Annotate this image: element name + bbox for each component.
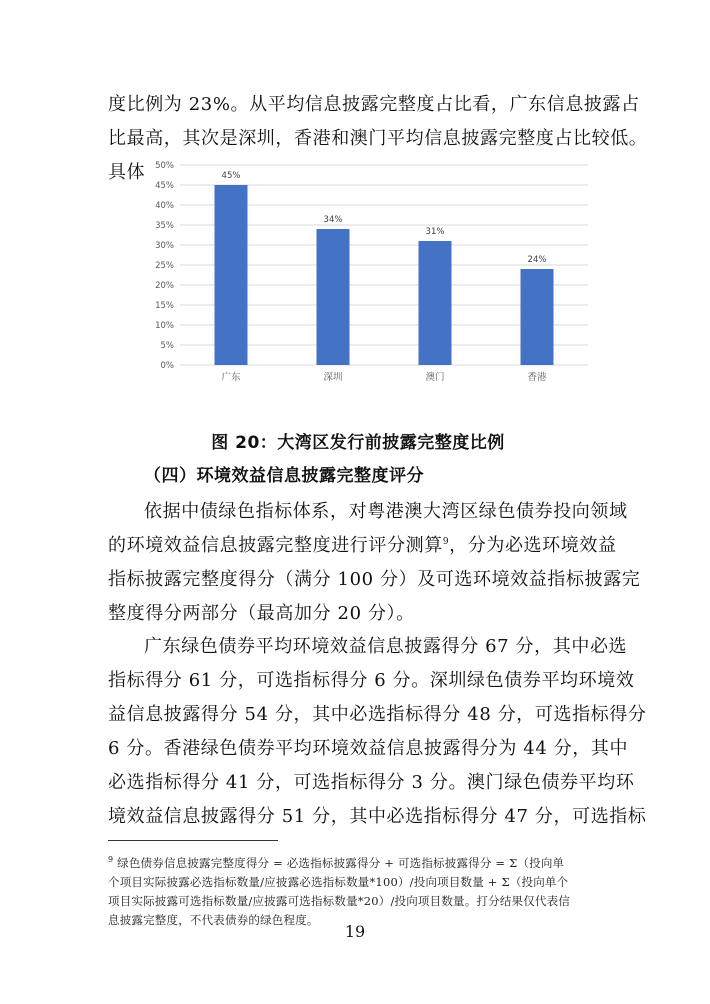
y-tick-label: 15% — [155, 301, 174, 311]
footnote-line: 息披露完整度，不代表债券的绿色程度。 — [108, 912, 319, 927]
footnote-line: 个项目实际披露必选指标数量/应披露必选指标数量*100）/投向项目数量 + Σ（投向单个 — [108, 874, 569, 889]
x-tick-label: 澳门 — [425, 372, 445, 383]
section-heading: （四）环境效益信息披露完整度评分 — [144, 466, 424, 486]
y-tick-label: 40% — [155, 201, 174, 211]
data-label: 45% — [221, 171, 241, 181]
text-segment: ，分为必选环境效益 — [449, 535, 617, 556]
data-label: 31% — [425, 227, 445, 237]
text-line: 整度得分两部分（最高加分 20 分）。 — [108, 603, 415, 624]
text-line: 益信息披露得分 54 分，其中必选指标得分 48 分，可选指标得分 — [108, 704, 647, 725]
text-line: 具体 — [108, 162, 146, 183]
footnote-reference[interactable]: 9 — [442, 537, 450, 547]
footnote-marker: 9 — [108, 855, 114, 864]
text-line: 6 分。香港绿色债券平均环境效益信息披露得分为 44 分，其中 — [108, 738, 629, 759]
text-segment: 绿色债券信息披露完整度得分 = 必选指标披露得分 + 可选指标披露得分 = Σ（投向单 — [113, 855, 565, 870]
footnote-line: 项目实际披露可选指标数量/应披露可选指标数量*20）/投向项目数量。打分结果仅代表信 — [108, 893, 571, 908]
bar — [215, 185, 248, 365]
y-tick-label: 10% — [155, 321, 174, 331]
y-tick-label: 30% — [155, 241, 174, 251]
footnote-divider — [108, 840, 278, 841]
body-paragraph-1 — [108, 495, 641, 631]
text-line: 境效益信息披露得分 51 分，其中必选指标得分 47 分，可选指标 — [108, 806, 647, 827]
x-tick-label: 广东 — [221, 372, 241, 383]
text-line: 比最高，其次是深圳，香港和澳门平均信息披露完整度占比较低。 — [108, 128, 648, 149]
text-line: 依据中债绿色指标体系，对粤港澳大湾区绿色债券投向领域 — [144, 501, 628, 522]
footnote — [108, 850, 613, 930]
text-line: 广东绿色债券平均环境效益信息披露得分 67 分，其中必选 — [144, 636, 628, 657]
y-tick-label: 20% — [155, 281, 174, 291]
text-line: 度比例为 23%。从平均信息披露完整度占比看，广东信息披露占 — [108, 94, 640, 115]
body-paragraph-2 — [108, 630, 647, 834]
bar — [419, 241, 452, 365]
y-tick-label: 35% — [155, 221, 174, 231]
y-tick-label: 5% — [160, 341, 174, 351]
y-tick-label: 25% — [155, 261, 174, 271]
page-number: 19 — [344, 922, 366, 941]
bar — [521, 269, 554, 365]
bar — [317, 229, 350, 365]
y-tick-label: 50% — [155, 161, 174, 171]
footnote-line — [108, 850, 613, 873]
y-tick-label: 45% — [155, 181, 174, 191]
data-label: 24% — [527, 255, 547, 265]
data-label: 34% — [323, 215, 343, 225]
y-tick-label: 0% — [160, 361, 174, 371]
bar-chart — [108, 150, 608, 395]
text-line: 指标得分 61 分，可选指标得分 6 分。深圳绿色债券平均环境效 — [108, 670, 635, 691]
x-tick-label: 香港 — [527, 372, 547, 383]
x-tick-label: 深圳 — [323, 372, 343, 383]
text-segment: 的环境效益信息披露完整度进行评分测算 — [108, 535, 443, 556]
figure-caption: 图 20：大湾区发行前披露完整度比例 — [211, 433, 505, 453]
text-line: 指标披露完整度得分（满分 100 分）及可选环境效益指标披露完 — [108, 569, 641, 590]
text-line: 必选指标得分 41 分，可选指标得分 3 分。澳门绿色债券平均环 — [108, 772, 635, 793]
text-line — [108, 529, 617, 563]
